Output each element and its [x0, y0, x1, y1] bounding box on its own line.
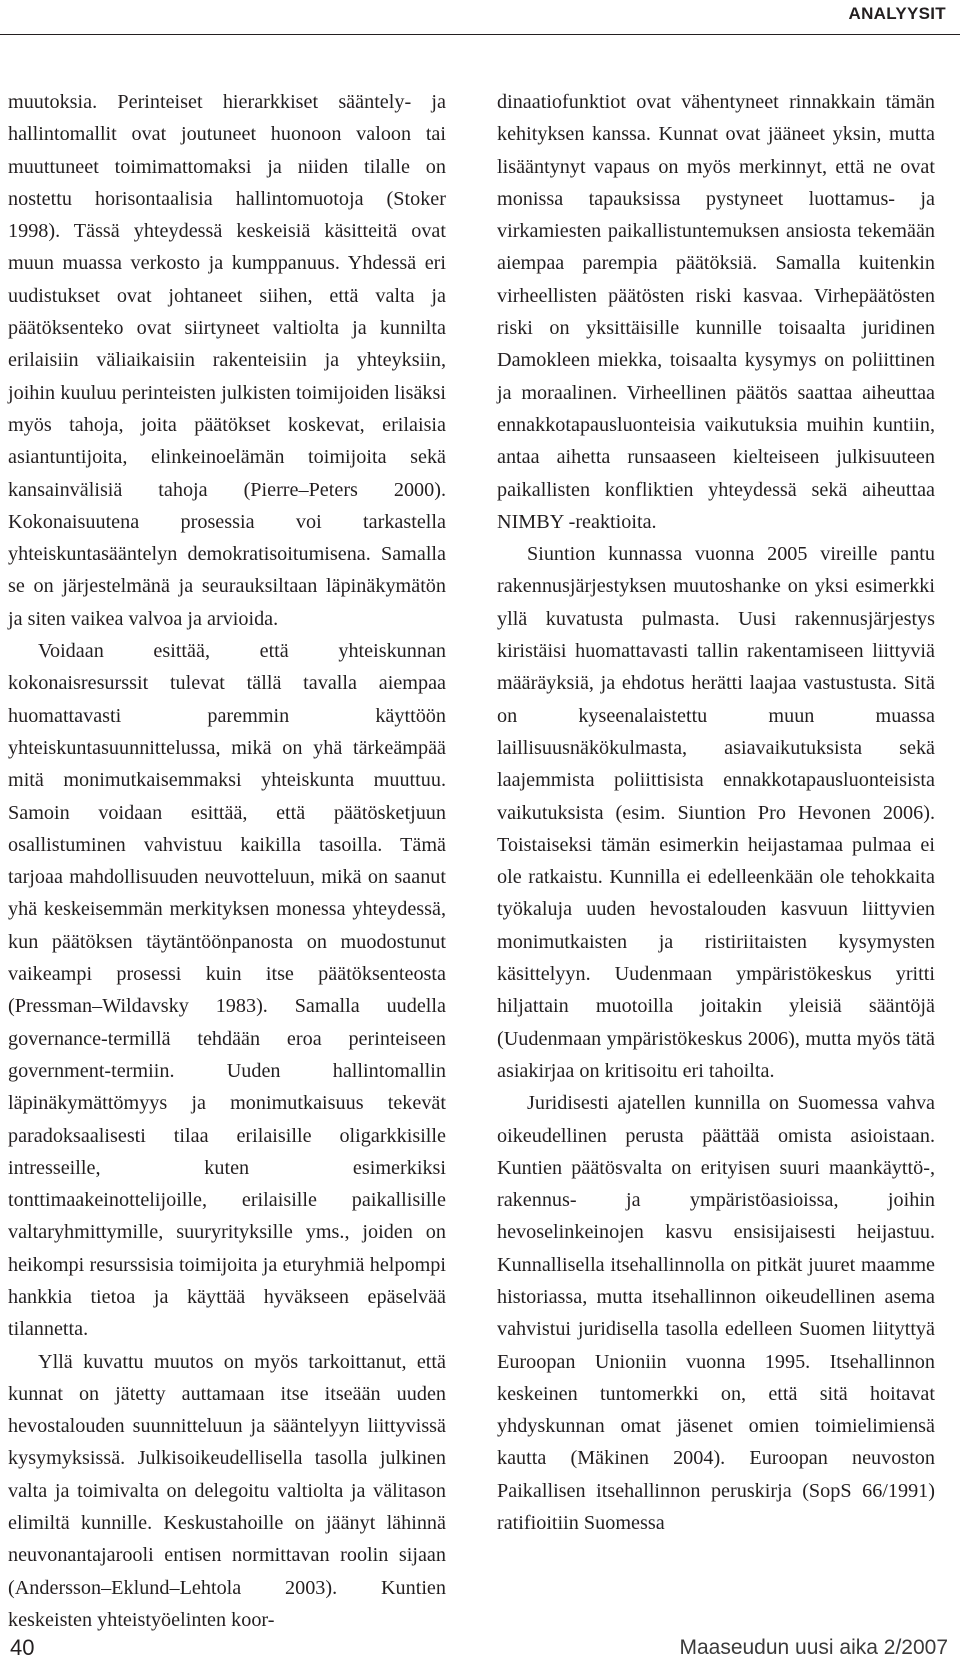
paragraph: Juridisesti ajatellen kunnilla on Suomessa vahva oikeudellinen perusta päättää omista asioistaan. Kuntien päätösvalta on erityisen suuri maankäyttö-, rakennus- ja ympäristöasioissa, joihin hevoselinkeinojen kasvu ensisijaisesti heijastuu. Kunnallisella itsehallinnolla on pitkät juuret maamme historiassa, mutta itsehallinnon oikeudellinen asema vahvistui juridisella tasolla edelleen Suomen liityttyä Euroopan Unioniin vuonna 1995. Itsehallinnon keskeinen tuntomerkki on, että sitä hoitavat yhdyskunnan omat jäsenet omien toimielimiensä kautta (Mäkinen 2004). Euroopan neuvoston Paikallisen itsehallinnon peruskirja (SopS 66/1991) ratifioitiin Suomessa: [497, 1092, 935, 1535]
page-number: 40: [10, 1635, 35, 1660]
left-column: [8, 86, 446, 1636]
paragraph: Voidaan esittää, että yhteiskunnan kokonaisresurssit tulevat tällä tavalla aiempaa huomattavasti paremmin käyttöön yhteiskuntasuunnittelussa, mikä on yhä tärkeämpää mitä monimutkaisemmaksi yhteiskunta muuttuu. Samoin voidaan esittää, että päätösketjuun osallistuminen vahvistuu kaikilla tasoilla. Tämä tarjoaa mahdollisuuden neuvotteluun, mikä on saanut yhä keskeisemmän merkityksen monessa yhteydessä, kun päätöksen täytäntöönpanosta on muodostunut vaikeampi prosessi kuin itse päätöksenteosta (Pressman–Wildavsky 1983). Samalla uudella governance-termillä tehdään eroa perinteiseen government-termiin. Uuden hallintomallin läpinäkymättömyys ja monimutkaisuus tekevät paradoksaalisesti tilaa erilaisille oligarkkisille intresseille, kuten esimerkiksi tonttimaakeinottelijoille, erilaisille paikallisille valtaryhmittymille, suuryrityksille yms., joiden on heikompi resurssisia toimijoita ja eturyhmiä helpompi hankkia tietoa ja käyttää hyväkseen epäselvää tilannetta.: [8, 640, 446, 1341]
right-column: [497, 86, 935, 1539]
page-header: [0, 0, 960, 35]
paragraph: dinaatiofunktiot ovat vähentyneet rinnakkain tämän kehityksen kanssa. Kunnat ovat jääneet yksin, mutta lisääntynyt vapaus on myös merkinnyt, että ne ovat monissa tapauksissa pystyneet luottamus- ja virkamiesten paikallistuntemuksen ansiosta tekemään aiempaa parempia päätöksiä. Samalla kuitenkin virheellisten päätösten riski kasvaa. Virhepäätösten riski on yksittäisille kunnille toisaalta juridinen Damokleen miekka, toisaalta kysymys on poliittinen ja moraalinen. Virheellinen päätös saattaa aiheuttaa ennakkotapausluonteisia vaikutuksia muihin kuntiin, antaa aihetta runsaaseen kielteiseen julkisuuteen paikallisten konfliktien yhteydessä sekä aiheuttaa NIMBY -reaktioita.: [497, 91, 935, 533]
page-footer: [0, 1628, 960, 1667]
paragraph: muutoksia. Perinteiset hierarkkiset sääntely- ja hallintomallit ovat joutuneet huonoon valoon tai muuttuneet toimimattomaksi ja niiden tilalle on nostettu horisontaalisia hallintomuotoja (Stoker 1998). Tässä yhteydessä keskeisiä käsitteitä ovat muun muassa verkosto ja kumppanuus. Yhdessä eri uudistukset ovat johtaneet siihen, että valta ja päätöksenteko ovat siirtyneet valtiolta ja kunnilta erilaisiin väliaikaisiin rakenteisiin ja yhteyksiin, joihin kuuluu perinteisten julkisten toimijoiden lisäksi myös tahoja, joita päätökset koskevat, erilaisia asiantuntijoita, elinkeinoelämän toimijoita sekä kansainvälisiä tahoja (Pierre–Peters 2000). Kokonaisuutena prosessia voi tarkastella yhteiskuntasääntelyn demokratisoitumisena. Samalla se on järjestelmänä ja seurauksiltaan läpinäkymätön ja siten vaikea valvoa ja arvioida.: [8, 91, 446, 630]
section-label: ANALYYSIT: [848, 4, 946, 23]
paragraph: Yllä kuvattu muutos on myös tarkoittanut, että kunnat on jätetty auttamaan itse itseään uuden hevostalouden suunnitteluun ja sääntelyyn liittyvissä kysymyksissä. Julkisoikeudellisella tasolla julkinen valta ja toimivalta on delegoitu valtiolta ja välitason elimiltä kunnille. Keskustahoille on jäänyt lähinnä neuvonantajarooli entisen normittavan roolin sijaan (Andersson–Eklund–Lehtola 2003). Kuntien keskeisten yhteistyöelinten koor-: [8, 1350, 446, 1631]
journal-name: Maaseudun uusi aika 2/2007: [679, 1636, 948, 1659]
paragraph: Siuntion kunnassa vuonna 2005 vireille pantu rakennusjärjestyksen muutoshanke on yksi esimerkki yllä kuvatusta pulmasta. Uusi rakennusjärjestys kiristäisi huomattavasti tallin rakentamiseen liittyviä määräyksiä, ja ehdotus herätti laajaa vastustusta. Sitä on kyseenalaistettu muun muassa laillisuusnäkökulmasta, asiavaikutuksista sekä laajemmista poliittisista ennakkotapausluonteisista vaikutuksista (esim. Siuntion Pro Hevonen 2006). Toistaiseksi tämän esimerkin heijastamaa pulmaa ei ole ratkaistu. Kunnilla ei edelleenkään ole tehokkaita työkaluja uuden hevostalouden kasvuun liittyvien monimutkaisten ja ristiriitaisten kysymysten käsittelyyn. Uudenmaan ympäristökeskus yritti hiljattain muotoilla joitakin yleisiä sääntöjä (Uudenmaan ympäristökeskus 2006), mutta myös tätä asiakirjaa on kritisoitu eri tahoilta.: [497, 543, 935, 1082]
